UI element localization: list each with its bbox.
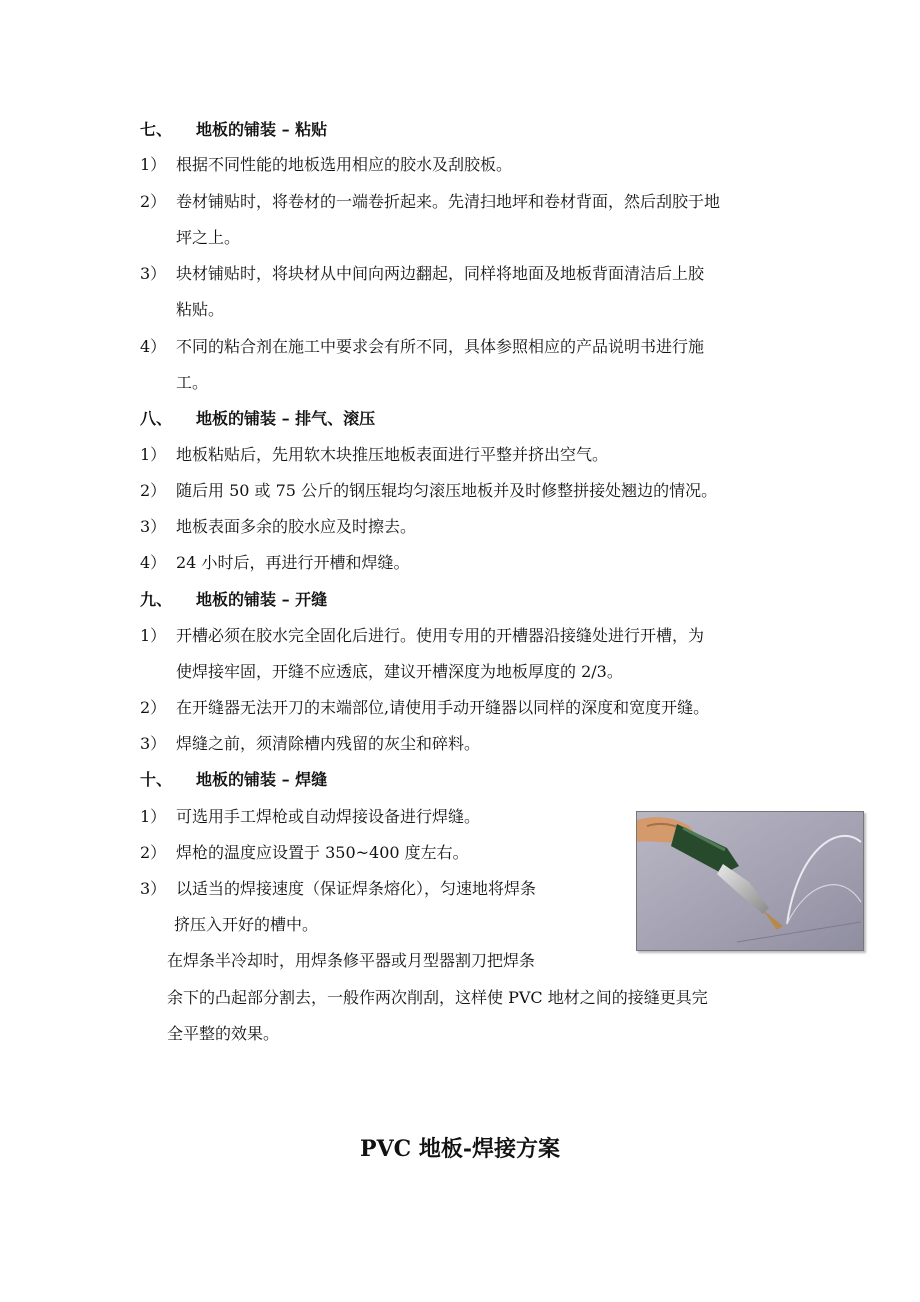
section-heading: 八、 地板的铺装 – 排气、滚压 [140,409,376,428]
list-item: 3） 焊缝之前，须清除槽内残留的灰尘和碎料。 [140,734,481,753]
list-item: 3） 地板表面多余的胶水应及时擦去。 [140,517,417,536]
section-heading: 九、 地板的铺装 – 开缝 [140,590,328,609]
list-item: 2） 在开缝器无法开刀的末端部位,请使用手动开缝器以同样的深度和宽度开缝。 [140,698,710,717]
list-item-continuation: 工。 [176,373,209,392]
list-item: 2） 卷材铺贴时，将卷材的一端卷折起来。先清扫地坪和卷材背面，然后刮胶于地 [140,192,721,211]
paragraph-line: 余下的凸起部分割去，一般作两次削刮，这样使 PVC 地材之间的接缝更具完 [167,988,708,1007]
paragraph-line: 在焊条半冷却时，用焊条修平器或月型器割刀把焊条 [167,951,536,970]
list-item: 4） 不同的粘合剂在施工中要求会有所不同，具体参照相应的产品说明书进行施 [140,337,705,356]
page-title: PVC 地板-焊接方案 [360,1136,560,1162]
list-item-continuation: 粘贴。 [176,300,225,319]
list-item-continuation: 挤压入开好的槽中。 [174,915,319,934]
list-item: 3） 以适当的焊接速度（保证焊条熔化），匀速地将焊条 [140,879,537,898]
list-item: 3） 块材铺贴时，将块材从中间向两边翻起，同样将地面及地板背面清洁后上胶 [140,264,705,283]
welding-gun-photo [636,811,864,951]
list-item: 1） 开槽必须在胶水完全固化后进行。使用专用的开槽器沿接缝处进行开槽，为 [140,626,705,645]
list-item: 2） 焊枪的温度应设置于 350~400 度左右。 [140,843,469,862]
list-item-continuation: 使焊接牢固，开缝不应透底，建议开槽深度为地板厚度的 2/3。 [176,662,623,681]
list-item: 1） 可选用手工焊枪或自动焊接设备进行焊缝。 [140,807,481,826]
paragraph-line: 全平整的效果。 [167,1024,280,1043]
section-heading: 七、 地板的铺装 – 粘贴 [140,120,328,139]
list-item: 1） 根据不同性能的地板选用相应的胶水及刮胶板。 [140,155,513,174]
list-item: 1） 地板粘贴后，先用软木块推压地板表面进行平整并挤出空气。 [140,445,609,464]
list-item-continuation: 坪之上。 [176,228,241,247]
list-item: 2） 随后用 50 或 75 公斤的钢压辊均匀滚压地板并及时修整拼接处翘边的情况。 [140,481,718,500]
section-heading: 十、 地板的铺装 – 焊缝 [140,770,328,789]
list-item: 4） 24 小时后，再进行开槽和焊缝。 [140,553,410,572]
